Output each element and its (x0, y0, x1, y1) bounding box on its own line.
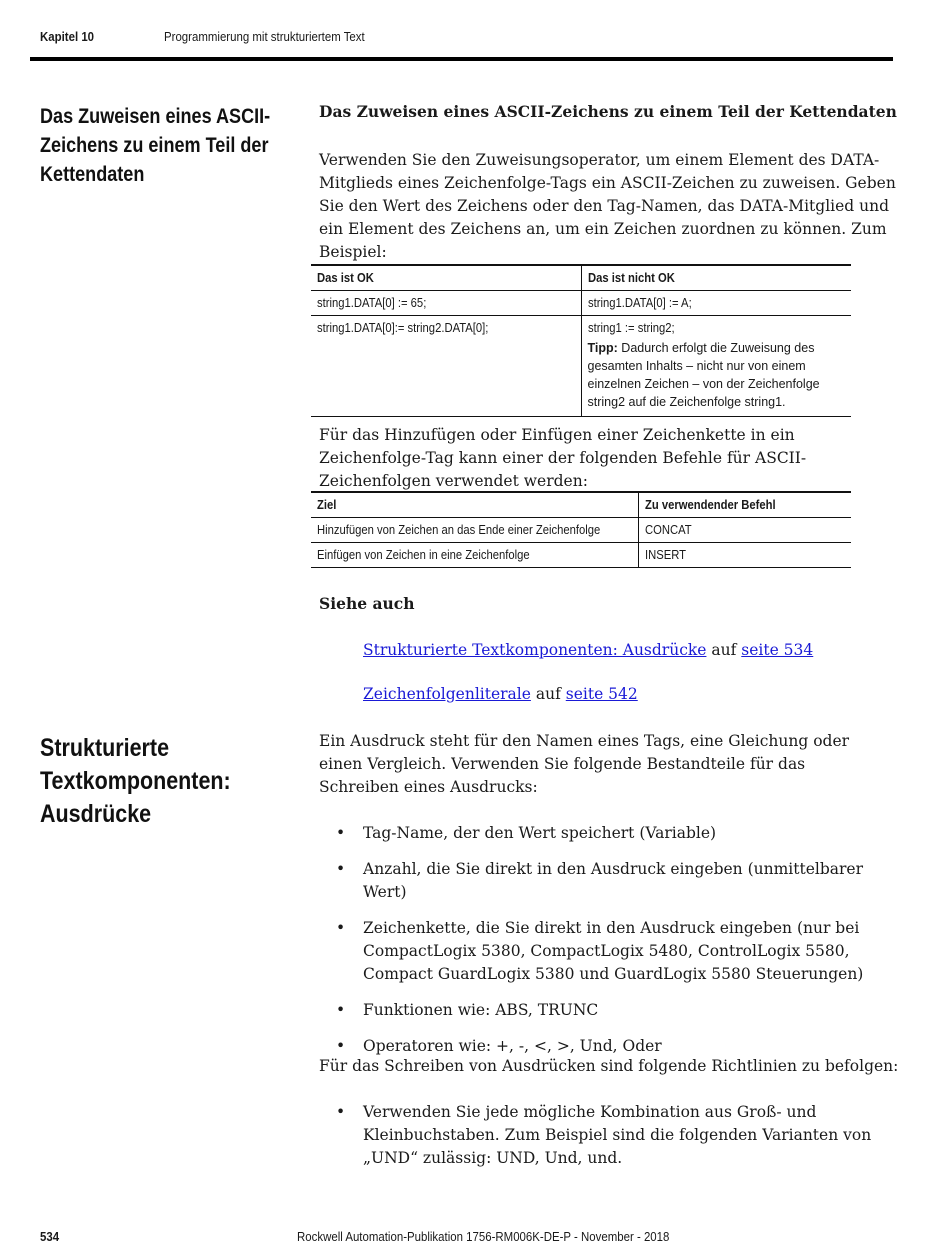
chapter-label: Kapitel 10 (40, 29, 95, 44)
intro-paragraph: Verwenden Sie den Zuweisungsoperator, um einem Element des DATA-Mitglieds eines Zeichenfolge-Tags ein ASCII-Zeichen zu zuweisen. Geben Sie den Wert des Zeichens oder den Tag-Namen, das DATA-Mitglied und ein Element des Zeichens an, um ein Zeichen zuordnen zu können. Zum Beispiel: (319, 151, 896, 261)
table-cell: Hinzufügen von Zeichen an das Ende einer Zeichenfolge (311, 518, 638, 543)
page-number: 534 (40, 1229, 60, 1244)
tip-label: Tipp: (587, 341, 618, 355)
side-heading-expressions: Strukturierte Textkomponenten: Ausdrücke (40, 734, 231, 828)
table-header-goal: Ziel (311, 492, 638, 518)
string-commands-paragraph: Für das Hinzufügen oder Einfügen einer Zeichenkette in ein Zeichenfolge-Tag kann einer der folgenden Befehle für ASCII-Zeichenfolgen verwendet werden: (319, 426, 807, 490)
list-item: • Verwenden Sie jede mögliche Kombination aus Groß- und Kleinbuchstaben. Zum Beispiel sind die folgenden Varianten von „UND“ zulässig: UND, Und, und. (336, 1101, 896, 1170)
table-row (311, 291, 851, 316)
assignment-examples-table (311, 264, 851, 417)
table-header-command: Zu verwendender Befehl (638, 492, 851, 518)
table-cell: string1.DATA[0] := A; (581, 291, 851, 316)
link-expressions[interactable]: Strukturierte Textkomponenten: Ausdrücke (363, 641, 707, 659)
table-row (311, 316, 851, 417)
link-connector: auf (530, 685, 566, 703)
table-header-not-ok: Das ist nicht OK (581, 265, 851, 291)
list-item: • Anzahl, die Sie direkt in den Ausdruck eingeben (unmittelbarer Wert) (336, 858, 896, 904)
link-connector: auf (706, 641, 742, 659)
table-row (311, 543, 851, 568)
string-commands-table (311, 491, 851, 568)
table-cell: Einfügen von Zeichen in eine Zeichenfolge (311, 543, 638, 568)
table-cell: string1.DATA[0]:= string2.DATA[0]; (311, 316, 581, 417)
link-string-literals[interactable]: Zeichenfolgenliterale (363, 685, 531, 703)
table-cell: CONCAT (638, 518, 851, 543)
table-cell: string1 := string2; Tipp: Dadurch erfolgt die Zuweisung des gesamten Inhalts – nicht nur von einem einzelnen Zeichen – von der Zeichenfolge string2 auf die Zeichenfolge string1. (581, 316, 851, 417)
link-page-542[interactable]: seite 542 (565, 685, 638, 703)
side-heading-ascii-assignment: Das Zuweisen eines ASCII-Zeichens zu einem Teil der Kettendaten (40, 105, 271, 186)
chapter-title: Programmierung mit strukturiertem Text (164, 29, 365, 44)
expression-components-list (336, 822, 896, 1071)
table-cell: string1.DATA[0] := 65; (311, 291, 581, 316)
guidelines-list (336, 1101, 896, 1183)
list-item: • Operatoren wie: +, -, <, >, Und, Oder (336, 1035, 896, 1058)
link-page-534[interactable]: seite 534 (741, 641, 814, 659)
publication-info: Rockwell Automation-Publikation 1756-RM006K-DE-P - November - 2018 (297, 1229, 670, 1244)
header-rule (30, 57, 893, 61)
see-also-item (363, 641, 813, 659)
section-heading: Das Zuweisen eines ASCII-Zeichens zu einem Teil der Kettendaten (319, 102, 897, 121)
table-row (311, 518, 851, 543)
list-item: • Zeichenkette, die Sie direkt in den Ausdruck eingeben (nur bei CompactLogix 5380, CompactLogix 5480, ControlLogix 5580, Compact GuardLogix 5380 und GuardLogix 5580 Steuerungen) (336, 917, 896, 986)
list-item: • Funktionen wie: ABS, TRUNC (336, 999, 896, 1022)
see-also-heading: Siehe auch (319, 594, 415, 613)
see-also-item (363, 685, 638, 703)
table-header-ok: Das ist OK (311, 265, 581, 291)
expressions-intro: Ein Ausdruck steht für den Namen eines Tags, eine Gleichung oder einen Vergleich. Verwenden Sie folgende Bestandteile für das Schreiben eines Ausdrucks: (319, 732, 850, 796)
list-item: • Tag-Name, der den Wert speichert (Variable) (336, 822, 896, 845)
guidelines-intro: Für das Schreiben von Ausdrücken sind folgende Richtlinien zu befolgen: (319, 1057, 899, 1075)
table-cell: INSERT (638, 543, 851, 568)
tip-text: Dadurch erfolgt die Zuweisung des gesamten Inhalts – nicht nur von einem einzelnen Zeichen – von der Zeichenfolge string2 auf die Zeichenfolge string1. (587, 341, 820, 409)
tip-note (588, 339, 846, 411)
